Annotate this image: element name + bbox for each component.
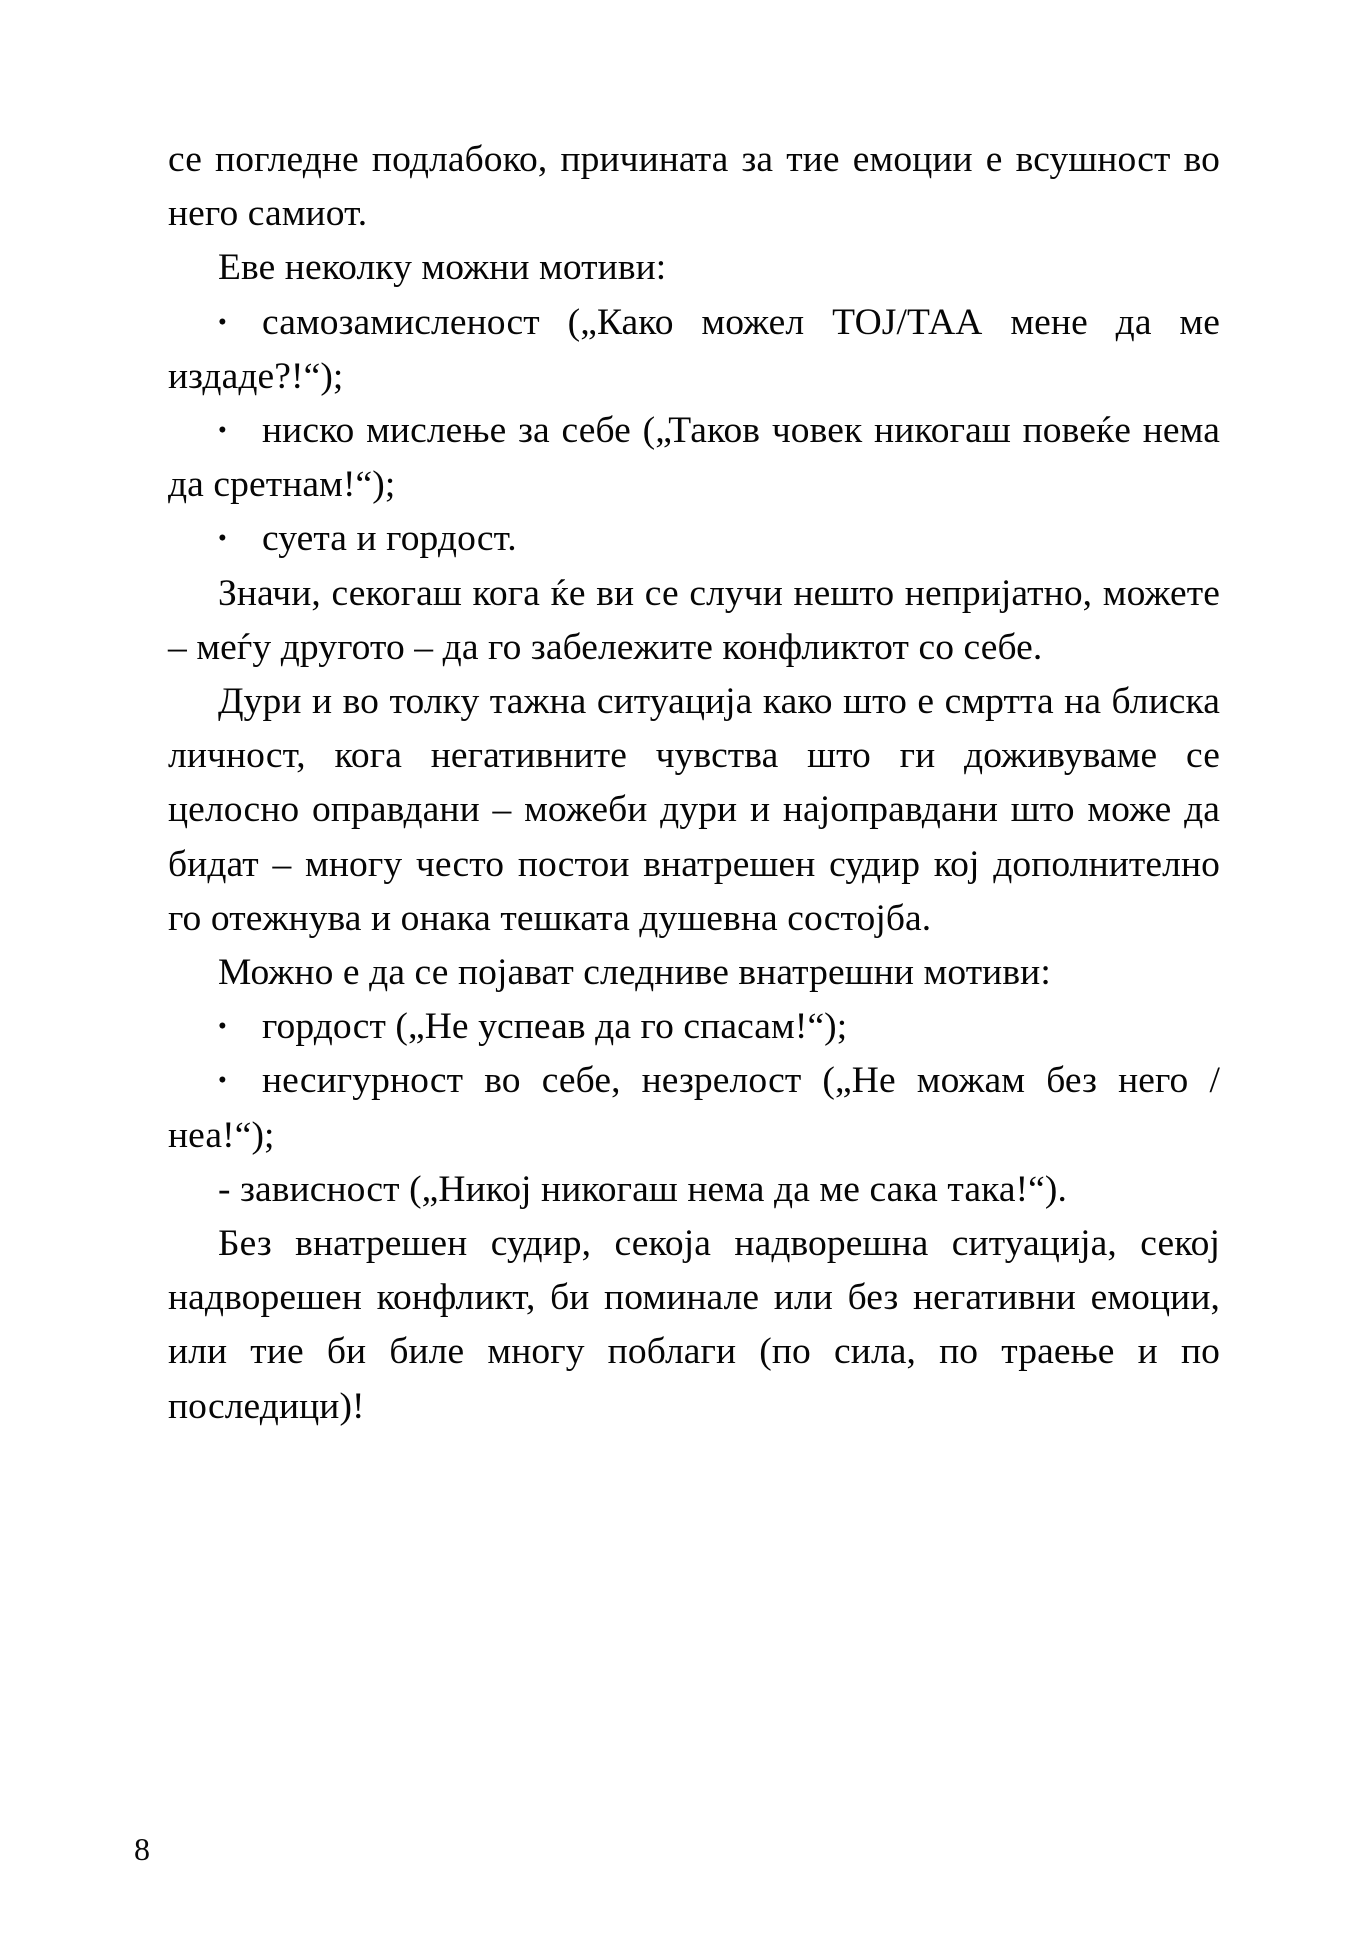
- list-item-label: суета и гордост.: [262, 518, 517, 560]
- paragraph-intro-list-one: Еве неколку можни мотиви:: [218, 247, 667, 289]
- bullet-icon: •: [218, 1013, 227, 1041]
- list-item: [168, 404, 1220, 512]
- list-item-label: гордост („Не успеав да го спасам!“);: [262, 1006, 848, 1048]
- bullet-icon: •: [218, 1067, 227, 1095]
- list-item: [168, 1054, 1220, 1162]
- paragraph-znaci: Значи, секогаш кога ќе ви се случи нешто непријатно, можете – меѓу другото – да го забележите конфликтот со себе.: [168, 572, 1220, 668]
- list-item-dash: - зависност („Никој никогаш нема да ме сака така!“).: [218, 1168, 1067, 1210]
- page-body-text: [168, 133, 1220, 1434]
- page-number: 8: [134, 1831, 150, 1867]
- list-item-label: несигурност во себе, незрелост („Не можам без него / неа!“);: [168, 1060, 1220, 1156]
- list-item-label: самозамисленост („Како можел ТОЈ/ТАА мене да ме издаде?!“);: [168, 301, 1220, 397]
- paragraph-bez-vnatresen-sudir: Без внатрешен судир, секоја надворешна ситуација, секој надворешен конфликт, би поминале или без негативни емоции, или тие би биле многу поблаги (по сила, по траење и по последици)!: [168, 1223, 1220, 1427]
- list-item: [168, 512, 1220, 566]
- paragraph-continuation: се погледне подлабоко, причината за тие емоции е всушност во него самиот.: [168, 139, 1220, 235]
- bullet-icon: •: [218, 417, 227, 445]
- bullet-icon: •: [218, 525, 227, 553]
- bullet-icon: •: [218, 308, 227, 336]
- list-item: [168, 296, 1220, 404]
- list-item: [168, 1000, 1220, 1054]
- paragraph-intro-list-two: Можно е да се појават следниве внатрешни мотиви:: [218, 952, 1051, 994]
- paragraph-duri: Дури и во толку тажна ситуација како што е смртта на блиска личност, кога негативните чувства што ги доживуваме се целосно оправдани – можеби дури и најоправдани што може да бидат – многу често постои внатрешен судир кој дополнително го отежнува и онака тешката душевна состојба.: [168, 681, 1220, 939]
- list-item-label: ниско мислење за себе („Таков човек никогаш повеќе нема да сретнам!“);: [168, 410, 1220, 506]
